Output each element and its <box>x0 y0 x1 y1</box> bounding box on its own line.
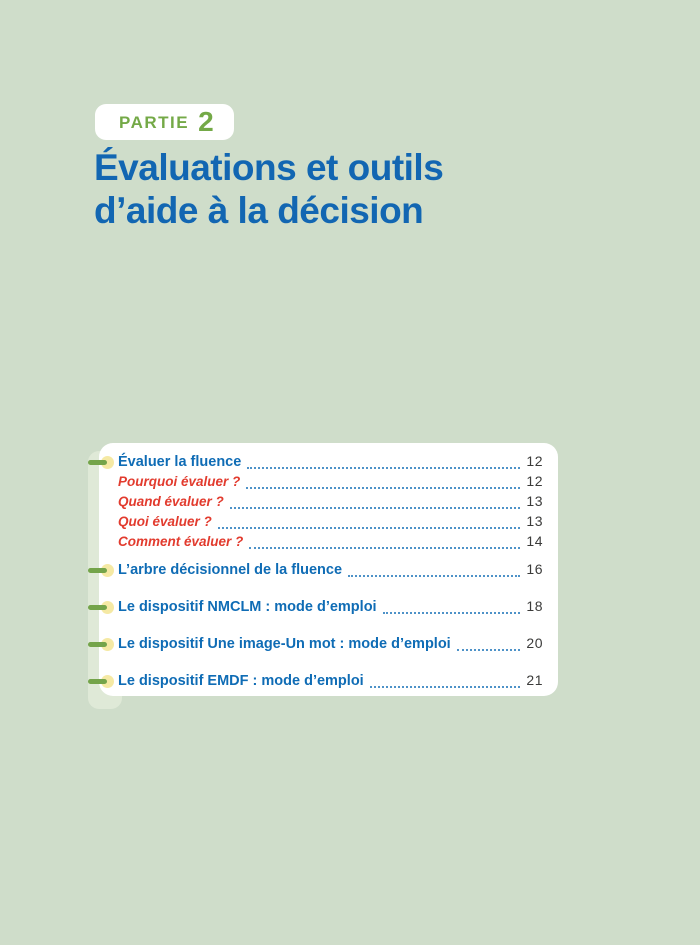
toc-entry-label: Le dispositif EMDF : mode d’emploi <box>118 673 364 689</box>
toc-entry-label: Évaluer la fluence <box>118 454 242 470</box>
toc-entry-page: 13 <box>526 493 543 509</box>
part-badge <box>95 104 234 140</box>
toc-entry-page: 12 <box>526 453 543 469</box>
page-title-line2: d’aide à la décision <box>94 190 424 231</box>
toc-entry <box>118 513 543 533</box>
toc-entry <box>118 533 543 553</box>
toc-entry <box>118 672 543 692</box>
toc-entry-label: Comment évaluer ? <box>118 534 244 549</box>
pin-bullet-icon <box>88 601 114 614</box>
toc-entry-page: 12 <box>526 473 543 489</box>
toc-entry-page: 14 <box>526 533 543 549</box>
toc-entry-page: 18 <box>526 598 543 614</box>
dotted-leader <box>246 487 520 489</box>
part-label: PARTIE <box>119 113 190 132</box>
dotted-leader <box>249 547 520 549</box>
toc-entry-page: 21 <box>526 672 543 688</box>
dotted-leader <box>370 686 520 688</box>
toc-entry-page: 16 <box>526 561 543 577</box>
dotted-leader <box>383 612 520 614</box>
part-number: 2 <box>198 106 214 137</box>
dotted-leader <box>348 575 520 577</box>
toc-entry <box>118 635 543 655</box>
pin-bullet-icon <box>88 638 114 651</box>
dotted-leader <box>230 507 520 509</box>
toc-entry <box>118 561 543 581</box>
toc-entry-label: Quoi évaluer ? <box>118 514 212 529</box>
page-title <box>94 146 443 232</box>
page-title-line1: Évaluations et outils <box>94 147 444 188</box>
dotted-leader <box>218 527 520 529</box>
toc-entry-label: Le dispositif NMCLM : mode d’emploi <box>118 599 377 615</box>
toc-entry-label: Pourquoi évaluer ? <box>118 474 241 489</box>
toc-entry-page: 13 <box>526 513 543 529</box>
toc-entry <box>118 473 543 493</box>
toc-entry-label: Quand évaluer ? <box>118 494 224 509</box>
toc-entry-label: L’arbre décisionnel de la fluence <box>118 562 343 578</box>
toc-entry-page: 20 <box>526 635 543 651</box>
toc-entry-label: Le dispositif Une image-Un mot : mode d’emploi <box>118 636 451 652</box>
pin-bullet-icon <box>88 564 114 577</box>
pin-bullet-icon <box>88 456 114 469</box>
toc-entry <box>118 453 543 473</box>
toc-card <box>99 443 558 696</box>
dotted-leader <box>247 467 520 469</box>
toc-entry <box>118 598 543 618</box>
pin-bullet-icon <box>88 675 114 688</box>
dotted-leader <box>457 649 520 651</box>
toc-entry <box>118 493 543 513</box>
